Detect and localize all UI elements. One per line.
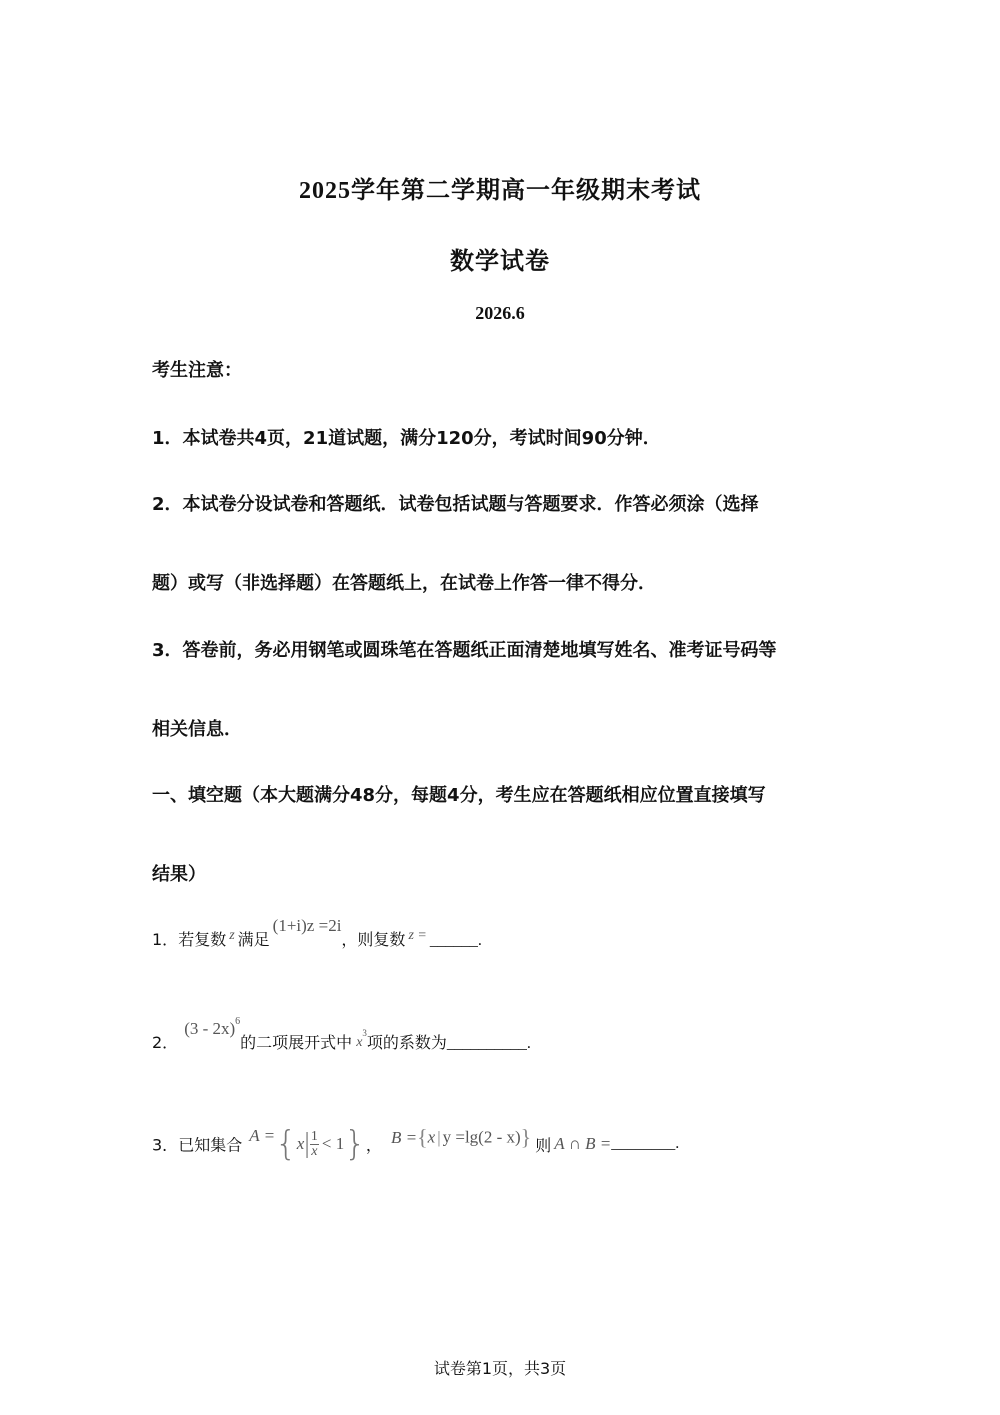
exam-subject: 数学试卷 (450, 247, 550, 275)
page-title: 2025学年第二学期高一年级期末考试 (299, 178, 701, 204)
question-2 (152, 1014, 531, 1053)
set-b-condition: y =lg(2 - x) (442, 1127, 521, 1147)
question-2-text-a: 的二项展开式中 (240, 1033, 353, 1052)
question-1 (152, 913, 482, 950)
question-1-formula: (1+i)z =2i (272, 916, 342, 935)
notice-item-2-line-1: 2．本试卷分设试卷和答题纸．试卷包括试题与答题要求．作答必须涂（选择 (152, 494, 759, 515)
set-a-fraction-numerator: 1 (310, 1128, 318, 1144)
set-b-var: x (427, 1127, 436, 1147)
notice-heading: 考生注意： (152, 360, 242, 381)
notice-item-3-line-1: 3．答卷前，务必用钢笔或圆珠笔在答题纸正面清楚地填写姓名、准考证号码等 (152, 640, 777, 661)
question-2-term: x (356, 1035, 363, 1050)
set-b-lhs: B = (391, 1127, 418, 1147)
set-a-fraction-denominator: x (311, 1143, 318, 1159)
question-1-number: 1． (152, 930, 179, 949)
section-heading-line-2: 结果） (152, 864, 206, 885)
set-b-separator-icon: | (437, 1127, 441, 1147)
question-1-text-b: 满足 (237, 930, 270, 949)
question-3-number: 3． (152, 1135, 179, 1155)
question-2-formula-exponent: 6 (235, 1016, 241, 1027)
question-3-comma: ， (365, 1135, 382, 1155)
notice-item-1: 1．本试卷共4页，21道试题，满分120分，考试时间90分钟． (152, 428, 661, 449)
set-b-right-brace-icon: } (520, 1124, 532, 1150)
set-a-condition: < 1 (321, 1134, 345, 1153)
set-a-lhs: A = (249, 1125, 276, 1145)
set-a-right-brace-icon: } (344, 1124, 366, 1164)
question-2-answer-blank[interactable]: __________. (446, 1035, 531, 1052)
question-2-term-exponent: 3 (362, 1028, 367, 1038)
set-a-separator-icon: | (304, 1128, 310, 1159)
set-a-var: x (296, 1134, 305, 1153)
set-a-fraction (310, 1130, 319, 1159)
question-1-text-c: ，则复数 (341, 930, 406, 949)
section-heading-line-1: 一、填空题（本大题满分48分，每题4分，考生应在答题纸相应位置直接填写 (152, 785, 766, 806)
set-a-left-brace-icon: { (275, 1124, 297, 1164)
question-3-answer-blank[interactable]: ________. (611, 1135, 680, 1152)
question-3 (152, 1124, 679, 1164)
question-1-var-z-equals: z = (408, 928, 427, 943)
question-3-intersection: A ∩ B = (554, 1134, 612, 1153)
question-1-answer-blank[interactable]: ______. (429, 932, 482, 949)
question-3-text-a: 已知集合 (178, 1135, 243, 1155)
notice-item-2-line-2: 题）或写（非选择题）在答题纸上，在试卷上作答一律不得分． (152, 573, 656, 594)
question-2-number: 2． (152, 1033, 179, 1052)
question-1-var-z: z (229, 928, 235, 943)
question-1-text-a: 若复数 (178, 930, 227, 949)
notice-item-3-line-2: 相关信息． (152, 719, 242, 740)
set-b-left-brace-icon: { (417, 1124, 428, 1150)
question-2-text-b: 项的系数为 (366, 1033, 447, 1052)
page-footer: 试卷第1页，共3页 (433, 1359, 567, 1378)
question-2-formula-base: (3 - 2x) (184, 1019, 236, 1038)
exam-date: 2026.6 (475, 303, 525, 323)
question-3-text-b: 则 (535, 1135, 552, 1155)
